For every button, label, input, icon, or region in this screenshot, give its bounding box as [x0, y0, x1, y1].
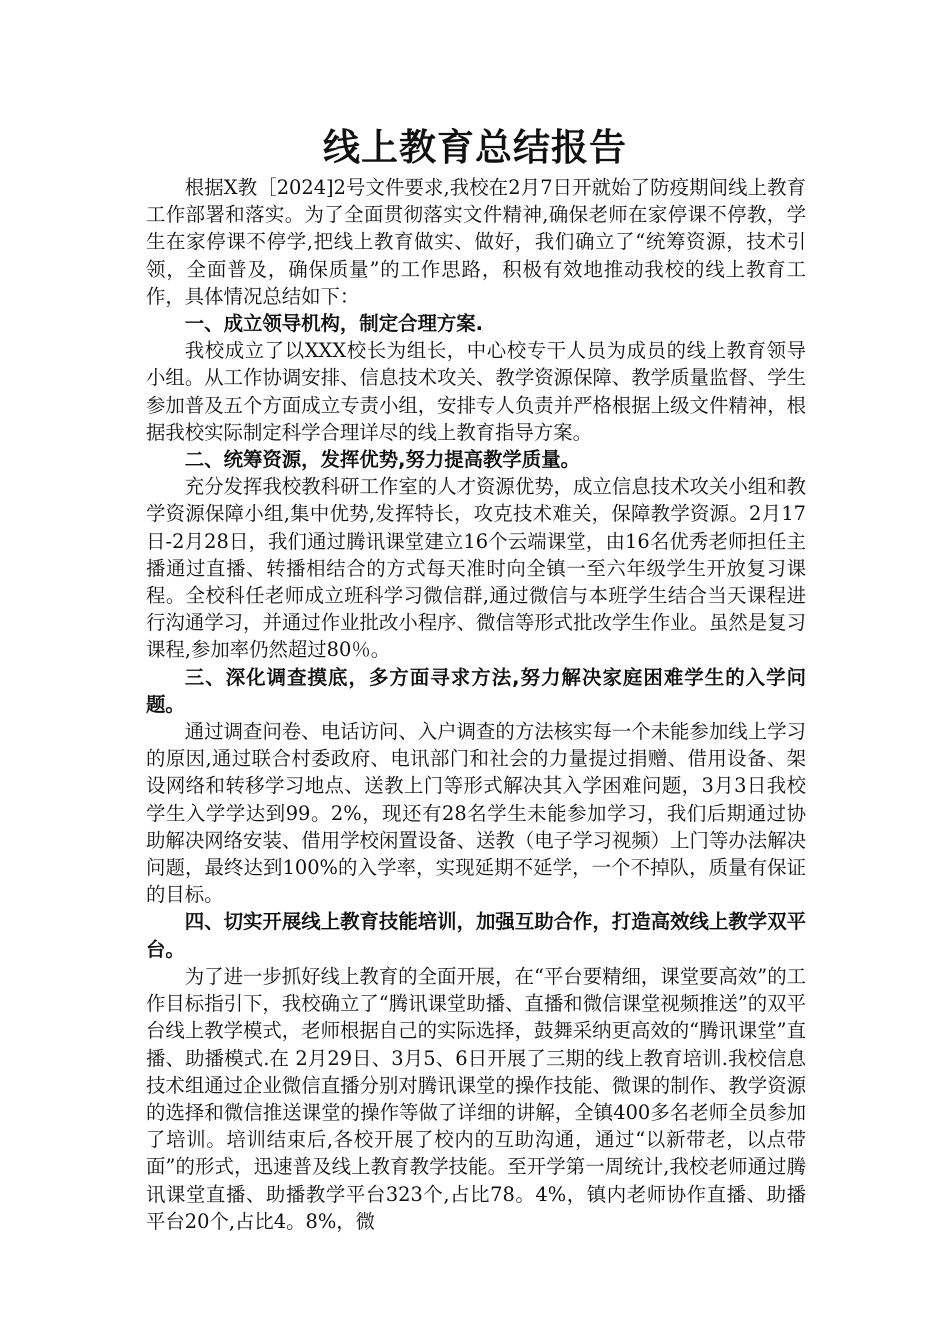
- section-4-paragraph: 为了进一步抓好线上教育的全面开展，在“平台要精细，课堂要高效”的工作目标指引下，我校确立了“腾讯课堂助播、直播和微信课堂视频推送”的双平台线上教学模式，老师根据自己的实际选择，鼓舞采纳更高效的“腾讯课堂”直播、助播模式.在 2月29日、3月5、6日开展了三期的线上教育培训.我校信息技术组通过企业微信直播分别对腾讯课堂的操作技能、微课的制作、教学资源的选择和微信推送课堂的操作等做了详细的讲解，全镇400多名老师全员参加了培训。培训结束后,各校开展了校内的互助沟通，通过“以新带老，以点带面”的形式，迅速普及线上教育教学技能。至开学第一周统计,我校老师通过腾讯课堂直播、助播教学平台323个,占比78。4%，镇内老师协作直播、助播平台20个,占比4。8%，微: [146, 964, 806, 1233]
- document-body: [146, 174, 806, 1235]
- document-title: 线上教育总结报告: [323, 126, 627, 169]
- section-1-paragraph: 我校成立了以XXX校长为组长，中心校专干人员为成员的线上教育领导小组。从工作协调安排、信息技术攻关、教学资源保障、教学质量监督、学生参加普及五个方面成立专责小组，安排专人负责并严格根据上级文件精神，根据我校实际制定科学合理详尽的线上教育指导方案。: [146, 339, 806, 444]
- section-2-heading: 二、统筹资源，发挥优势,努力提高教学质量。: [184, 448, 580, 472]
- section-3-heading: 三、深化调查摸底，多方面寻求方法,努力解决家庭困难学生的入学问题。: [146, 665, 806, 716]
- section-3-paragraph: 通过调查问卷、电话访问、入户调查的方法核实每一个未能参加线上学习的原因,通过联合村委政府、电讯部门和社会的力量提过捐赠、借用设备、架设网络和转移学习地点、送教上门等形式解决其入学困难问题，3月3日我校学生入学学达到99。2%，现还有28名学生未能参加学习，我们后期通过协助解决网络安装、借用学校闲置设备、送教（电子学习视频）上门等办法解决问题，最终达到100%的入学率，实现延期不延学，一个不掉队，质量有保证的目标。: [146, 720, 806, 907]
- section-4-heading: 四、切实开展线上教育技能培训，加强互助合作，打造高效线上教学双平台。: [146, 910, 806, 961]
- section-1-heading: 一、成立领导机构，制定合理方案.: [184, 312, 484, 336]
- section-2-paragraph: 充分发挥我校教科研工作室的人才资源优势，成立信息技术攻关小组和教学资源保障小组,集中优势,发挥特长，攻克技术难关，保障教学资源。2月17日-2月28日，我们通过腾讯课堂建立16个云端课堂，由16名优秀老师担任主播通过直播、转播相结合的方式每天准时向全镇一至六年级学生开放复习课程。全校科任老师成立班科学习微信群,通过微信与本班学生结合当天课程进行沟通学习，并通过作业批改小程序、微信等形式批改学生作业。虽然是复习课程,参加率仍然超过80％。: [146, 475, 806, 662]
- intro-paragraph: 根据X教［2024]2号文件要求,我校在2月7日开就始了防疫期间线上教育工作部署和落实。为了全面贯彻落实文件精神,确保老师在家停课不停教，学生在家停课不停学,把线上教育做实、做好，我们确立了“统筹资源，技术引领，全面普及，确保质量”的工作思路，积极有效地推动我校的线上教育工作，具体情况总结如下：: [146, 176, 806, 308]
